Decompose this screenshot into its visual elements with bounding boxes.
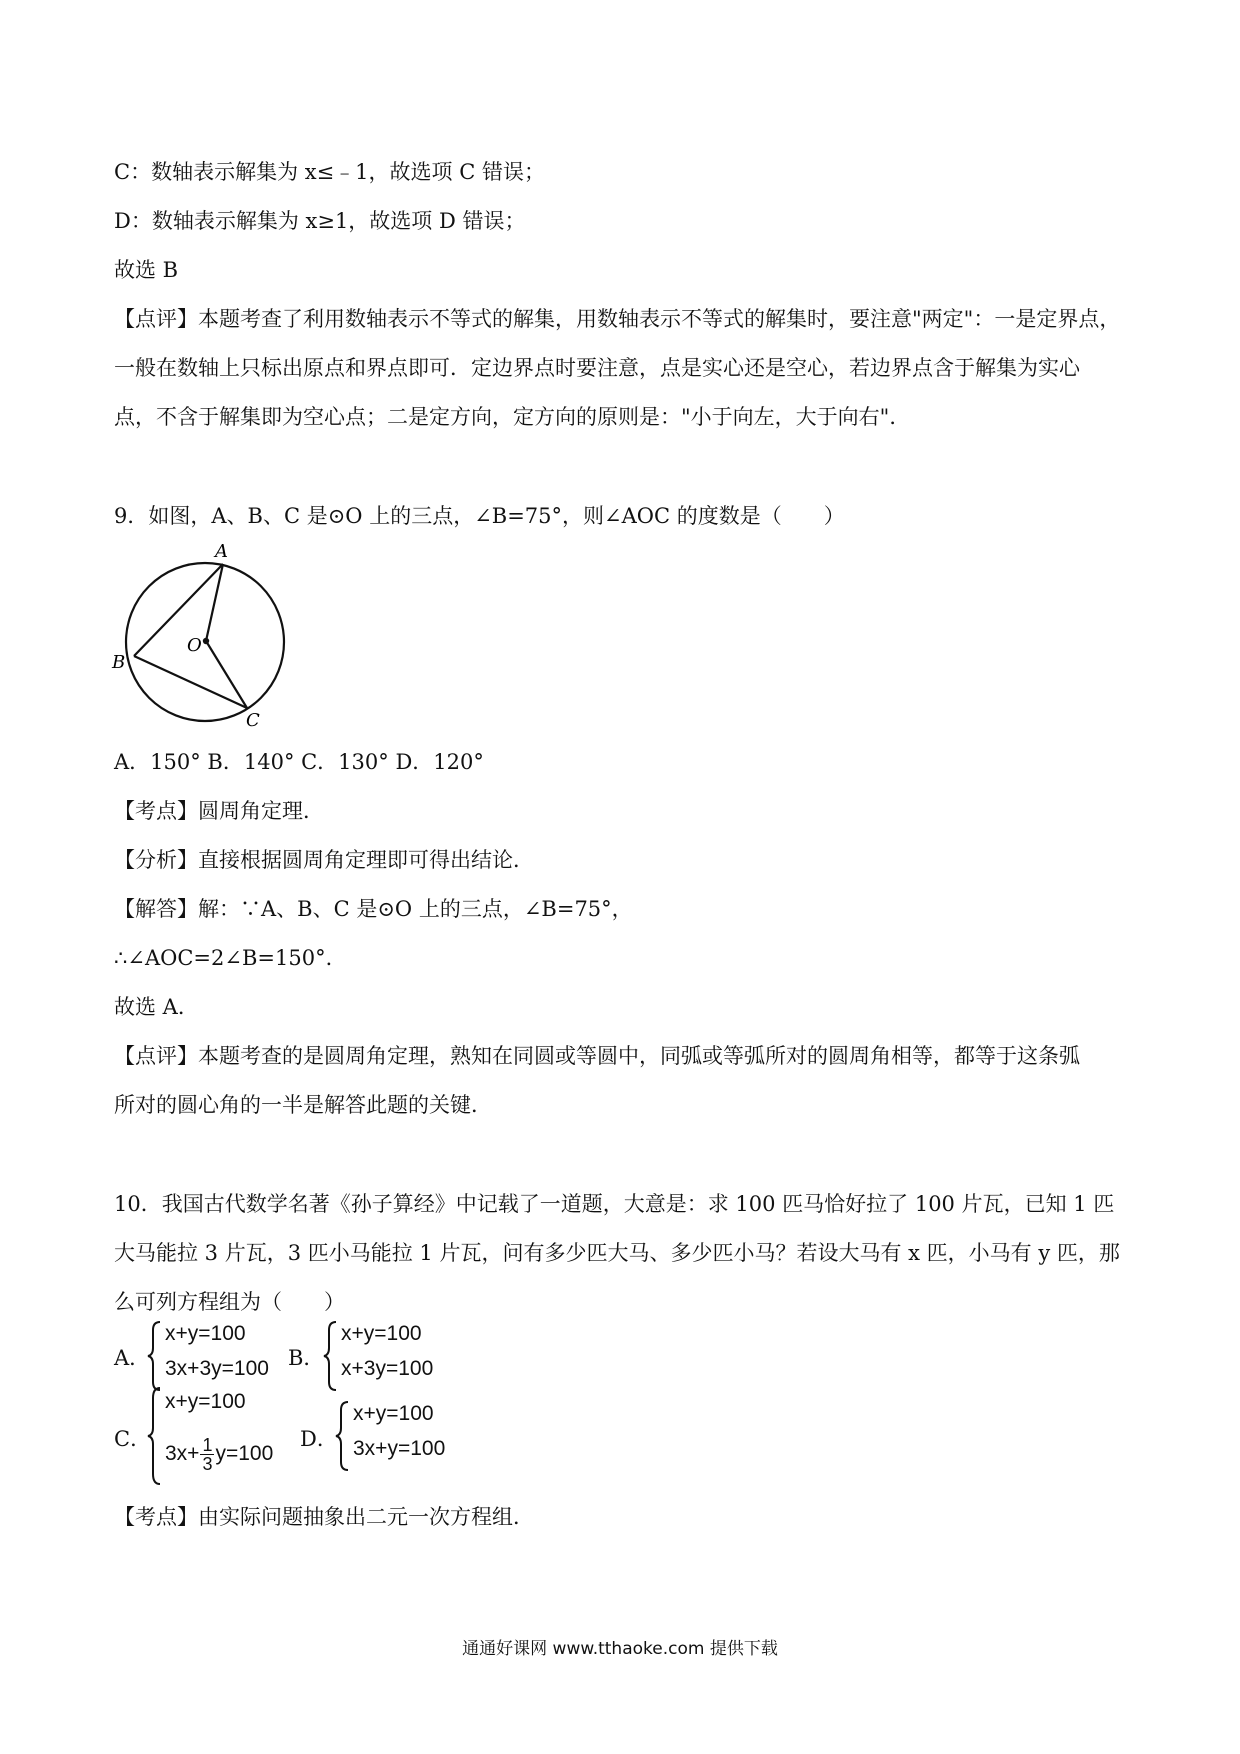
option-a-eq2: 3x+3y=100 bbox=[165, 1357, 269, 1380]
q9-choose: 故选 A． bbox=[114, 995, 199, 1019]
q10-option-c-label: C． bbox=[114, 1427, 152, 1451]
option-c-frac-num: 1 bbox=[202, 1435, 213, 1455]
prev-option-d: D：数轴表示解集为 x≥1，故选项 D 错误； bbox=[114, 209, 526, 233]
option-b-brace bbox=[322, 1320, 340, 1392]
q9-comment-line2: 所对的圆心角的一半是解答此题的关键． bbox=[114, 1093, 492, 1117]
q9-jieda-line1: 【解答】解：∵A、B、C 是⊙O 上的三点，∠B=75°， bbox=[114, 897, 633, 921]
center-point bbox=[203, 638, 209, 644]
q10-option-b-label: B． bbox=[288, 1346, 325, 1370]
option-c-fraction bbox=[200, 1436, 214, 1473]
option-a-brace bbox=[146, 1320, 164, 1392]
prev-option-c: C：数轴表示解集为 x≤﹣1，故选项 C 错误； bbox=[114, 160, 545, 184]
prev-choose: 故选 B bbox=[114, 258, 179, 282]
q10-question-line1: 10．我国古代数学名著《孙子算经》中记载了一道题，大意是：求 100 匹马恰好拉了 100 片瓦，已知 1 匹 bbox=[114, 1192, 1115, 1216]
option-c-frac-den: 3 bbox=[202, 1454, 213, 1474]
option-c-eq2-post: y=100 bbox=[215, 1442, 274, 1466]
prev-comment-line3: 点，不含于解集即为空心点；二是定方向，定方向的原则是："小于向左，大于向右"． bbox=[114, 405, 911, 429]
page-footer: 通通好课网 www.tthaoke.com 提供下载 bbox=[462, 1639, 778, 1659]
option-c-brace bbox=[146, 1386, 164, 1486]
label-o: O bbox=[187, 635, 202, 656]
q10-question-line2: 大马能拉 3 片瓦，3 匹小马能拉 1 片瓦，问有多少匹大马、多少匹小马？若设大马有 x 匹，小马有 y 匹，那 bbox=[114, 1241, 1120, 1265]
q9-jieda-line2: ∴∠AOC=2∠B=150°． bbox=[114, 946, 347, 970]
option-b-eq2: x+3y=100 bbox=[341, 1357, 434, 1380]
q10-option-d-label: D． bbox=[300, 1427, 338, 1451]
q10-kaodian: 【考点】由实际问题抽象出二元一次方程组． bbox=[114, 1505, 534, 1529]
chord-ba bbox=[134, 564, 223, 656]
prev-comment-line2: 一般在数轴上只标出原点和界点即可．定边界点时要注意，点是实心还是空心，若边界点含于解集为实心 bbox=[114, 356, 1080, 380]
q10-option-a-label: A． bbox=[114, 1346, 151, 1370]
q9-fenxi: 【分析】直接根据圆周角定理即可得出结论． bbox=[114, 848, 534, 872]
label-c: C bbox=[246, 710, 260, 730]
option-d-brace bbox=[334, 1400, 352, 1472]
option-d-eq2: 3x+y=100 bbox=[353, 1437, 446, 1460]
option-c-eq2 bbox=[165, 1436, 273, 1473]
q9-comment-line1: 【点评】本题考查的是圆周角定理，熟知在同圆或等圆中，同弧或等弧所对的圆周角相等，都等于这条弧 bbox=[114, 1044, 1080, 1068]
q9-question: 9．如图，A、B、C 是⊙O 上的三点，∠B=75°，则∠AOC 的度数是（ ） bbox=[114, 504, 845, 528]
radius-oa bbox=[206, 564, 223, 641]
option-c-eq2-pre: 3x+ bbox=[165, 1442, 200, 1466]
prev-comment-line1: 【点评】本题考查了利用数轴表示不等式的解集，用数轴表示不等式的解集时，要注意"两定"：一是定界点， bbox=[114, 307, 1121, 331]
option-d-eq1: x+y=100 bbox=[353, 1402, 434, 1425]
label-a: A bbox=[215, 541, 228, 562]
circle-figure bbox=[108, 540, 298, 730]
option-a-eq1: x+y=100 bbox=[165, 1322, 246, 1345]
option-c-eq1: x+y=100 bbox=[165, 1390, 246, 1413]
q9-options: A．150° B．140° C．130° D．120° bbox=[114, 750, 484, 774]
q10-question-line3: 么可列方程组为（ ） bbox=[114, 1290, 345, 1314]
label-b: B bbox=[112, 652, 126, 673]
q9-kaodian: 【考点】圆周角定理． bbox=[114, 799, 324, 823]
option-b-eq1: x+y=100 bbox=[341, 1322, 422, 1345]
